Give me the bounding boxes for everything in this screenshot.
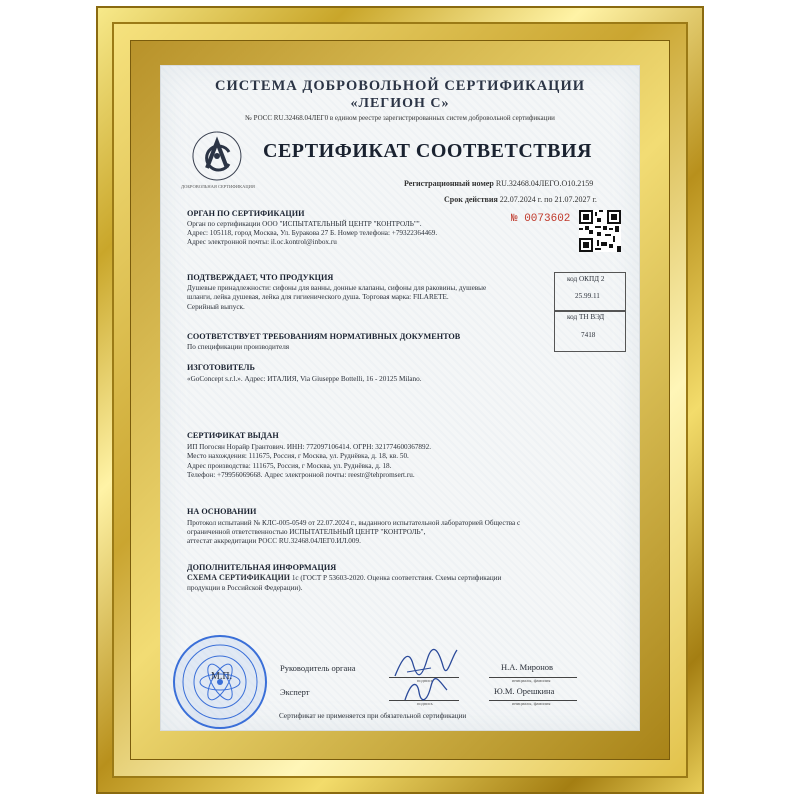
basis-line1: Протокол испытаний № КЛС-005-0549 от 22.07.2024 г., выданного испытательной лабораторией Общества с [187, 519, 521, 527]
product-line3: Серийный выпуск. [187, 303, 245, 311]
system-title-line2: «ЛЕГИОН С» [350, 96, 450, 111]
product-line1: Душевые принадлежности: сифоны для ванны, донные клапаны, сифоны для раковины, душевые [187, 284, 487, 292]
head-name: Н.А. Миронов [501, 662, 554, 672]
requirements-line1: По спецификации производителя [187, 343, 290, 351]
okpd-value: 25.99.11 [575, 292, 600, 300]
expert-name-caption: инициалы, фамилия [512, 701, 551, 706]
tnved-code-box [554, 310, 626, 352]
head-sign-caption: подпись [417, 678, 433, 683]
registration-label: Регистрационный номер [404, 179, 494, 188]
organ-line2: Адрес: 105118, город Москва, Ул. Буракова 27 Б. Номер телефона: +79322364469. [187, 229, 438, 237]
basis-heading: НА ОСНОВАНИИ [187, 507, 257, 516]
requirements-heading: СООТВЕТСТВУЕТ ТРЕБОВАНИЯМ НОРМАТИВНЫХ ДОКУМЕНТОВ [187, 332, 461, 341]
basis-line2: ограниченной ответственностью ИСПЫТАТЕЛЬНЫЙ ЦЕНТР "КОНТРОЛЬ", [187, 528, 426, 536]
tnved-value: 7418 [581, 331, 596, 339]
issued-line3: Адрес производства: 111675, Россия, г Москва, ул. Руднёвка, д. 18. [187, 462, 392, 470]
product-line2: шланги, лейка душевая, лейка для гигиенического душа. Торговая марка: FILARETE. [187, 293, 449, 301]
additional-heading: ДОПОЛНИТЕЛЬНАЯ ИНФОРМАЦИЯ [187, 563, 337, 572]
okpd-label: код ОКПД 2 [567, 275, 605, 283]
issued-heading: СЕРТИФИКАТ ВЫДАН [187, 431, 279, 440]
additional-line2: продукции в Российской Федерации). [187, 584, 303, 592]
serial-number: № 0073602 [511, 213, 571, 225]
registration-value: RU.32468.04ЛЕГО.О10.2159 [495, 179, 594, 188]
okpd-code-box [554, 272, 626, 312]
issued-line4: Телефон: +79956069668. Адрес электронной почты: reestr@tehpromsert.ru. [187, 471, 415, 479]
product-heading: ПОДТВЕРЖДАЕТ, ЧТО ПРОДУКЦИЯ [187, 273, 334, 282]
head-name-caption: инициалы, фамилия [512, 678, 551, 683]
manufacturer-line1: «GoConcept s.r.l.». Адрес: ИТАЛИЯ, Via Giuseppe Bottelli, 16 - 20125 Milano. [187, 375, 422, 383]
manufacturer-heading: ИЗГОТОВИТЕЛЬ [187, 363, 255, 372]
validity-value: 22.07.2024 г. по 21.07.2027 г. [499, 195, 597, 204]
scheme-text: 1с (ГОСТ Р 53603-2020. Оценка соответствия. Схемы сертификации [291, 574, 502, 582]
expert-sign-caption: подпись [417, 701, 433, 706]
tnved-label: код ТН ВЭД [567, 313, 605, 321]
validity [444, 195, 597, 204]
issued-line2: Место нахождения: 111675, Россия, г Москва, ул. Руднёвка, д. 18, кв. 50. [187, 452, 409, 460]
additional-line1 [187, 573, 501, 582]
organ-heading: ОРГАН ПО СЕРТИФИКАЦИИ [187, 209, 305, 218]
stamp-mp-label: М.П. [211, 671, 233, 682]
basis-line3: аттестат аккредитации РОСС RU.32468.04ЛЕГ0.ИЛ.009. [187, 537, 361, 545]
footer-note: Сертификат не применяется при обязательной сертификации [279, 712, 467, 720]
system-title-line1: СИСТЕМА ДОБРОВОЛЬНОЙ СЕРТИФИКАЦИИ [215, 78, 585, 94]
certification-logo-icon [189, 128, 245, 184]
validity-label: Срок действия [444, 195, 498, 204]
expert-signature-icon [401, 676, 451, 706]
expert-name: Ю.М. Орешкина [494, 686, 555, 696]
certificate-title: СЕРТИФИКАТ СООТВЕТСТВИЯ [263, 140, 592, 162]
logo-caption: ДОБРОВОЛЬНАЯ СЕРТИФИКАЦИЯ [181, 184, 255, 189]
registry-line: № РОСС RU.32468.04ЛЕГ0 в едином реестре зарегистрированных систем добровольной сертификации [245, 114, 555, 122]
qr-code-icon [579, 210, 621, 252]
scheme-label: СХЕМА СЕРТИФИКАЦИИ [187, 573, 291, 582]
organ-line3: Адрес электронной почты: il.oc.kontrol@inbox.ru [187, 238, 337, 246]
registration-number [404, 179, 593, 188]
issued-line1: ИП Погосян Норайр Грантович. ИНН: 772097106414. ОГРН: 321774600367892. [187, 443, 431, 451]
organ-line1: Орган по сертификации ООО "ИСПЫТАТЕЛЬНЫЙ ЦЕНТР "КОНТРОЛЬ"". [187, 220, 422, 228]
head-label: Руководитель органа [280, 663, 356, 673]
certificate-paper [161, 66, 639, 730]
expert-label: Эксперт [280, 687, 310, 697]
official-stamp-icon [171, 633, 269, 731]
